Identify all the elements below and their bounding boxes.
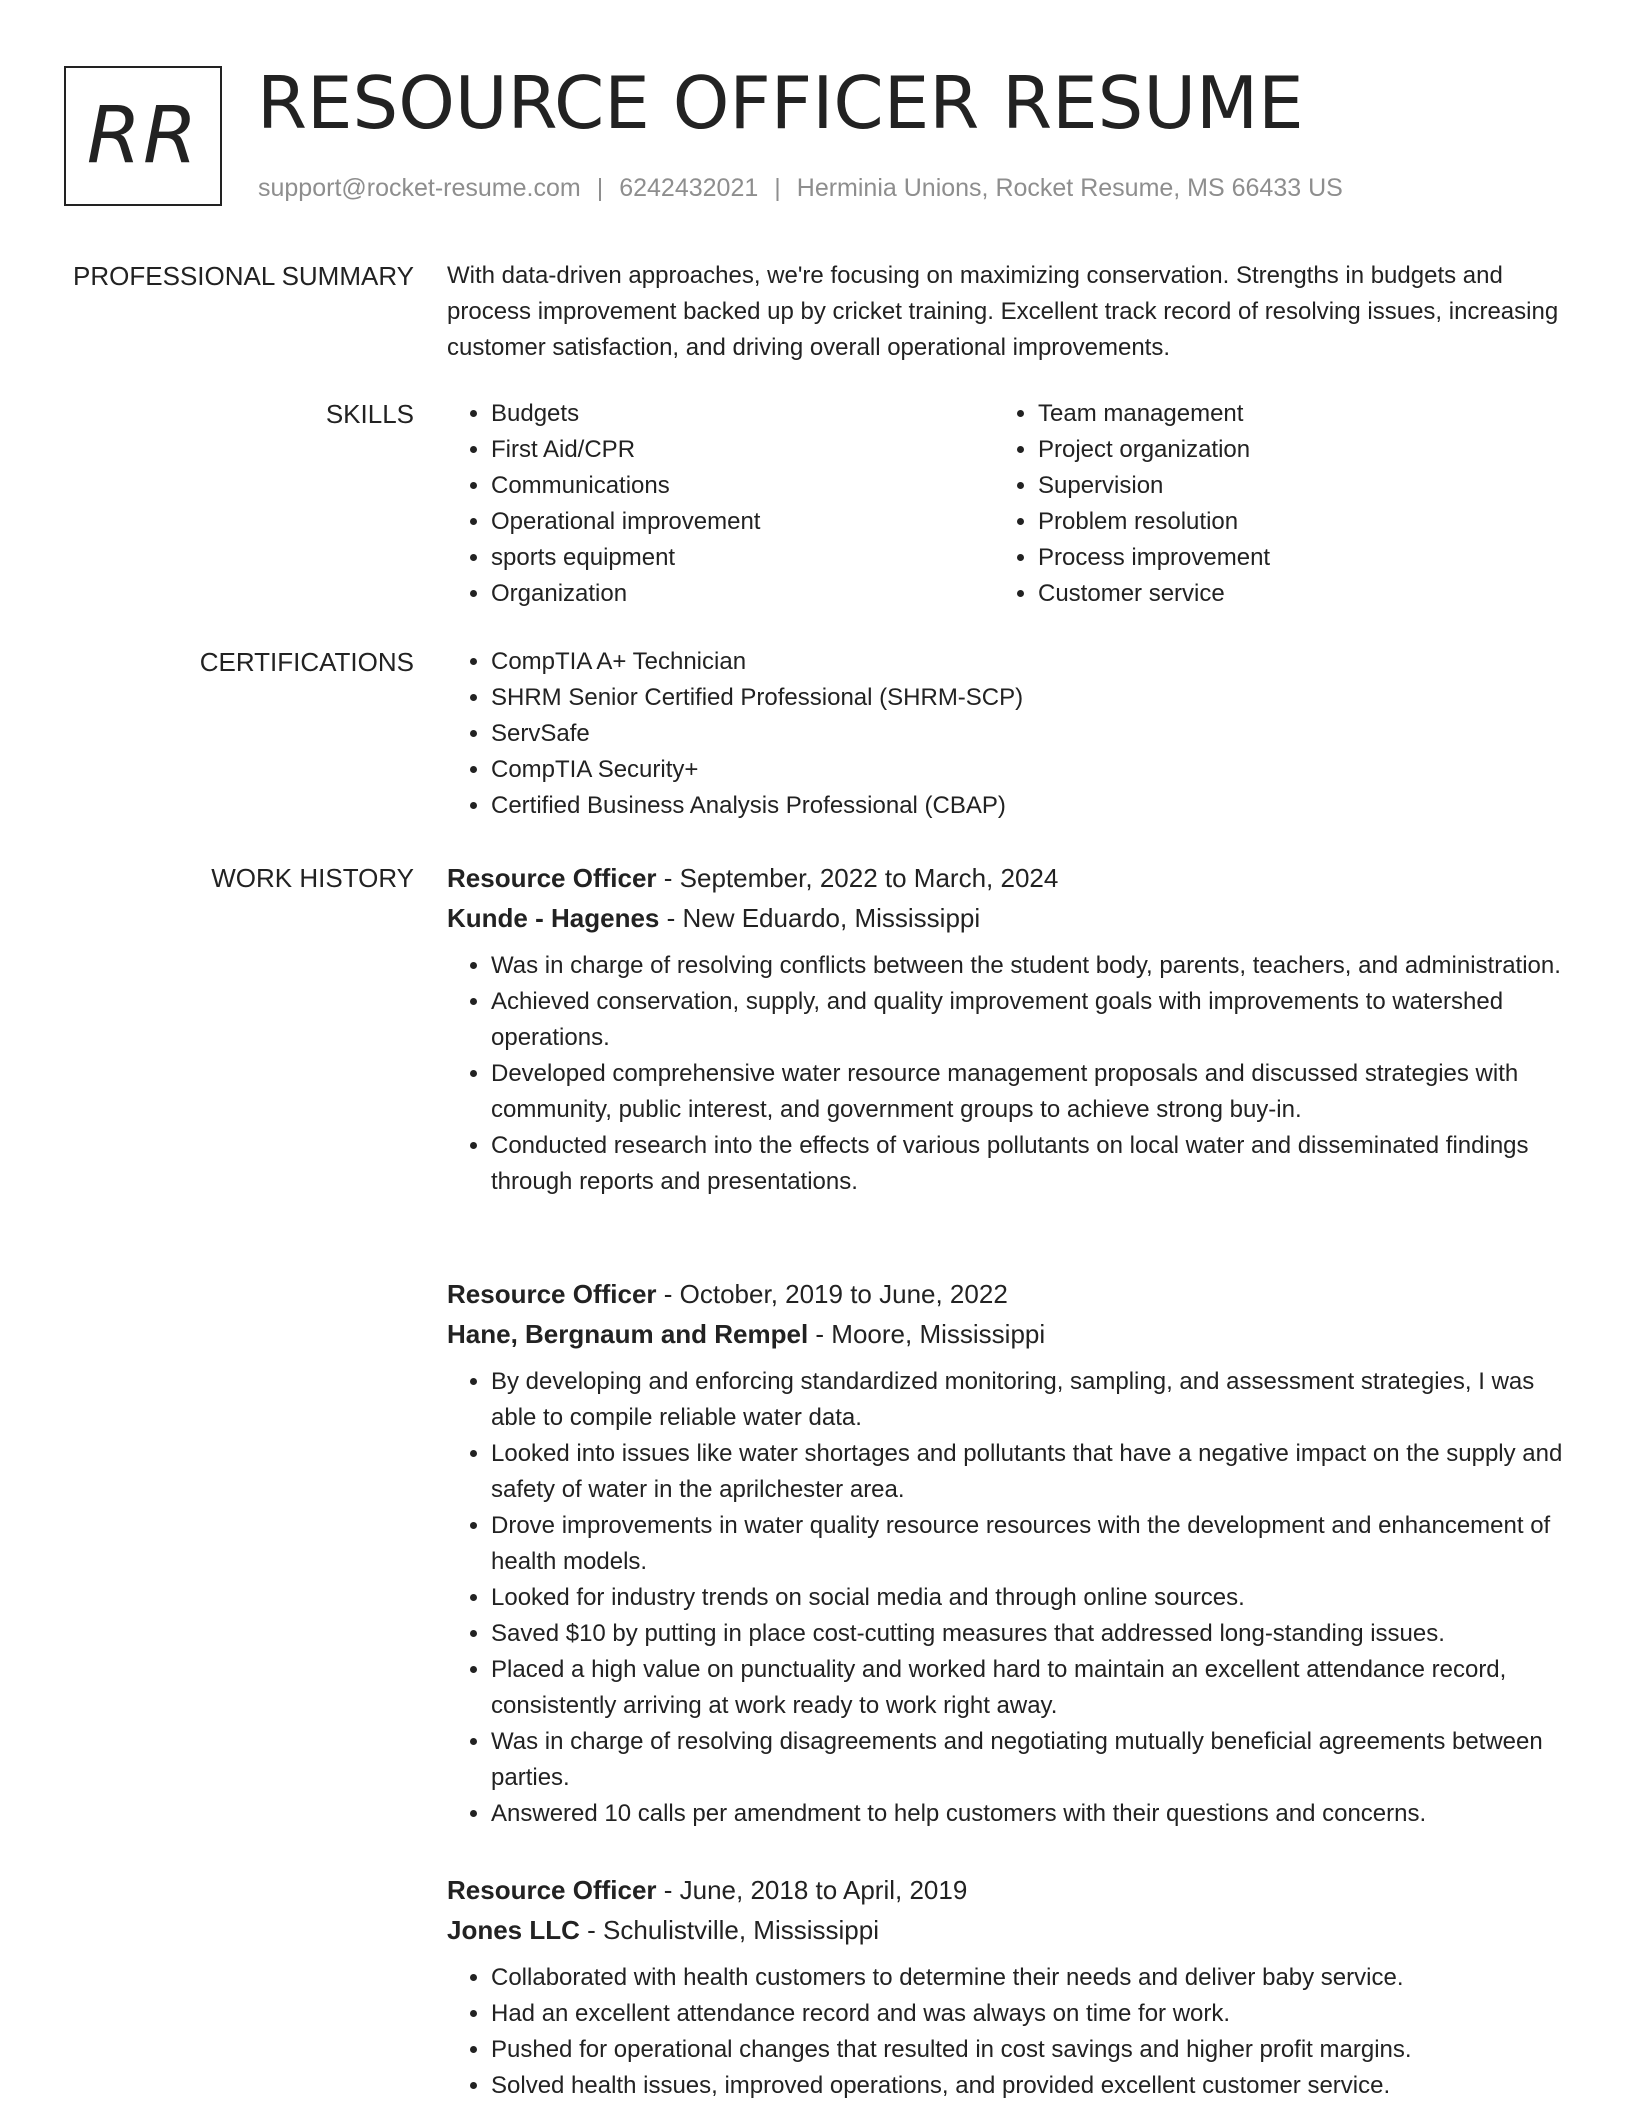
skill-item: • Budgets (491, 396, 1011, 432)
contact-separator: | (596, 174, 604, 202)
skills-list-right (994, 396, 1558, 612)
summary-text: With data-driven approaches, we're focusing on maximizing conservation. Strengths in budgets and process improvement backed up by cricket training. Excellent track record of resolving issues, increasing customer satisfaction, and driving overall operational improvements. (447, 262, 1559, 361)
skills-list-left (447, 396, 1011, 612)
job-dates: - June, 2018 to April, 2019 (656, 1875, 968, 1905)
job-dates: - September, 2022 to March, 2024 (656, 863, 1059, 893)
job-location: - Schulistville, Mississippi (579, 1915, 879, 1945)
job-company: Hane, Bergnaum and Rempel (447, 1319, 809, 1349)
skill-item: • sports equipment (491, 540, 1011, 576)
certifications-label: CERTIFICATIONS (199, 647, 414, 677)
certifications-list (447, 644, 1567, 824)
job-entry (447, 858, 1567, 1200)
certifications-content (447, 644, 1567, 824)
job-bullet: • Collaborated with health customers to determine their needs and deliver baby service. (491, 1960, 1567, 1996)
skill-item: • First Aid/CPR (491, 432, 1011, 468)
job-bullet: • Drove improvements in water quality resource resources with the development and enhancement of health models. (491, 1508, 1567, 1580)
monogram-initials: RR (86, 91, 200, 181)
job-bullet: • Developed comprehensive water resource management proposals and discussed strategies with community, public interest, and government groups to achieve strong buy-in. (491, 1056, 1567, 1128)
certification-item: • ServSafe (491, 716, 1567, 752)
job-bullet: • Achieved conservation, supply, and quality improvement goals with improvements to watershed operations. (491, 984, 1567, 1056)
job-bullet: • Solved health issues, improved operations, and provided excellent customer service. (491, 2068, 1567, 2104)
job-entry (447, 1870, 1567, 2104)
monogram (64, 66, 222, 206)
contact-separator: | (774, 174, 781, 202)
skill-item: • Problem resolution (1038, 504, 1558, 540)
job-bullet: • Placed a high value on punctuality and worked hard to maintain an excellent attendance record, consistently arriving at work ready to work right away. (491, 1652, 1567, 1724)
certification-item: • CompTIA Security+ (491, 752, 1567, 788)
certification-item: • CompTIA A+ Technician (491, 644, 1567, 680)
job-bullets (447, 1960, 1567, 2104)
job-bullet: • Had an excellent attendance record and was always on time for work. (491, 1996, 1567, 2032)
skills-label: SKILLS (325, 399, 414, 429)
job-bullet: • Pushed for operational changes that resulted in cost savings and higher profit margins. (491, 2032, 1567, 2068)
job-company-line (447, 1314, 1567, 1354)
job-title: Resource Officer (447, 1875, 657, 1905)
certification-item: • SHRM Senior Certified Professional (SHRM-SCP) (491, 680, 1567, 716)
job-bullet: • Looked for industry trends on social media and through online sources. (491, 1580, 1567, 1616)
contact-address: Herminia Unions, Rocket Resume, MS 66433 US (796, 174, 1343, 202)
job-entry (447, 1274, 1567, 1832)
contact-line (258, 174, 1343, 203)
job-company-line (447, 898, 1567, 938)
resume-title: RESOURCE OFFICER RESUME (257, 61, 1304, 145)
job-bullets (447, 1364, 1567, 1832)
contact-email: support@rocket-resume.com (258, 174, 581, 202)
job-title: Resource Officer (447, 1279, 657, 1309)
skill-item: • Customer service (1038, 576, 1558, 612)
summary-label: PROFESSIONAL SUMMARY (73, 261, 414, 291)
certification-item: • Certified Business Analysis Professional (CBAP) (491, 788, 1567, 824)
job-title-line (447, 858, 1567, 898)
job-title: Resource Officer (447, 863, 657, 893)
job-dates: - October, 2019 to June, 2022 (656, 1279, 1008, 1309)
job-company: Jones LLC (447, 1915, 580, 1945)
job-location: - New Eduardo, Mississippi (659, 903, 981, 933)
job-title-line (447, 1274, 1567, 1314)
skill-item: • Communications (491, 468, 1011, 504)
job-bullet: • Saved $10 by putting in place cost-cutting measures that addressed long-standing issues. (491, 1616, 1567, 1652)
job-bullets (447, 948, 1567, 1200)
skill-item: • Operational improvement (491, 504, 1011, 540)
job-title-line (447, 1870, 1567, 1910)
skill-item: • Team management (1038, 396, 1558, 432)
job-company: Kunde - Hagenes (447, 903, 660, 933)
job-bullet: • Was in charge of resolving disagreements and negotiating mutually beneficial agreements between parties. (491, 1724, 1567, 1796)
skill-item: • Project organization (1038, 432, 1558, 468)
skill-item: • Supervision (1038, 468, 1558, 504)
job-company-line (447, 1910, 1567, 1950)
skill-item: • Process improvement (1038, 540, 1558, 576)
job-bullet: • Answered 10 calls per amendment to help customers with their questions and concerns. (491, 1796, 1567, 1832)
job-bullet: • Looked into issues like water shortages and pollutants that have a negative impact on the supply and safety of water in the aprilchester area. (491, 1436, 1567, 1508)
job-bullet: • By developing and enforcing standardized monitoring, sampling, and assessment strategies, I was able to compile reliable water data. (491, 1364, 1567, 1436)
job-location: - Moore, Mississippi (808, 1319, 1046, 1349)
job-bullet: • Was in charge of resolving conflicts between the student body, parents, teachers, and administration. (491, 948, 1567, 984)
job-bullet: • Conducted research into the effects of various pollutants on local water and disseminated findings through reports and presentations. (491, 1128, 1567, 1200)
work-history-label: WORK HISTORY (211, 863, 414, 893)
skill-item: • Organization (491, 576, 1011, 612)
contact-phone: 6242432021 (619, 174, 759, 202)
